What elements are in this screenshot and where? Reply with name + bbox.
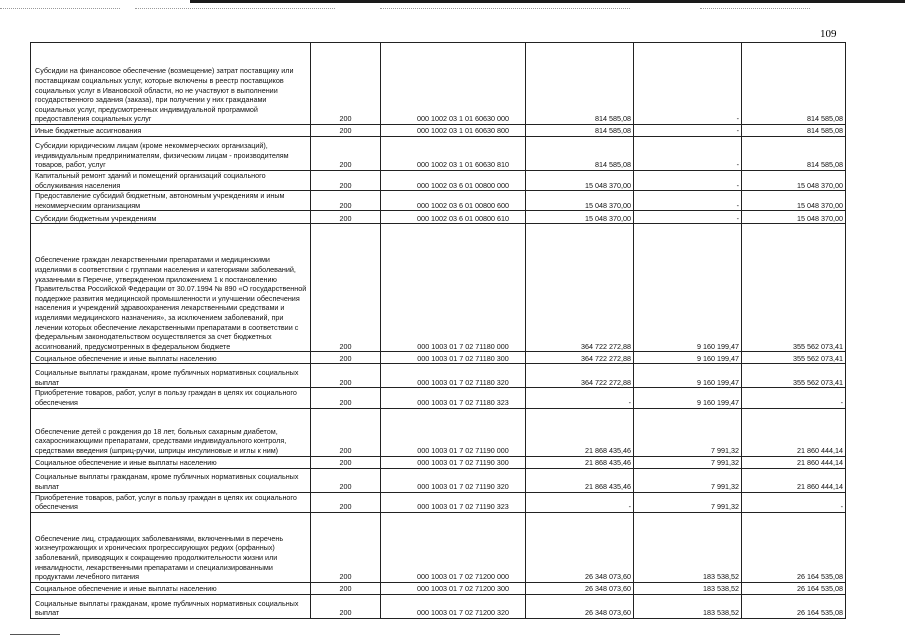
row-kbk: 000 1003 01 7 02 71180 320: [381, 364, 526, 388]
row-rest: 355 562 073,41: [742, 352, 846, 364]
scan-noise: [0, 8, 120, 10]
scan-noise: [380, 8, 630, 10]
row-code: 200: [311, 137, 381, 171]
row-rest: 26 164 535,08: [742, 512, 846, 582]
row-kbk: 000 1003 01 7 02 71200 000: [381, 512, 526, 582]
row-plan: 364 722 272,88: [526, 352, 634, 364]
row-plan: 21 868 435,46: [526, 468, 634, 492]
row-exec: 7 991,32: [634, 456, 742, 468]
row-plan: 814 585,08: [526, 43, 634, 125]
row-kbk: 000 1003 01 7 02 71190 300: [381, 456, 526, 468]
row-code: 200: [311, 364, 381, 388]
table-row: [31, 492, 846, 512]
row-code: 200: [311, 43, 381, 125]
row-exec: -: [634, 137, 742, 171]
row-kbk: 000 1003 01 7 02 71180 300: [381, 352, 526, 364]
table-row: [31, 364, 846, 388]
row-name: Субсидии бюджетным учреждениям: [31, 211, 311, 224]
row-exec: 9 160 199,47: [634, 224, 742, 352]
table-row: [31, 512, 846, 582]
table-row: [31, 171, 846, 191]
table-row: [31, 594, 846, 618]
row-exec: 183 538,52: [634, 512, 742, 582]
row-plan: 364 722 272,88: [526, 224, 634, 352]
row-exec: -: [634, 191, 742, 211]
row-exec: -: [634, 125, 742, 137]
row-exec: -: [634, 43, 742, 125]
row-name: Субсидии юридическим лицам (кроме некоммерческих организаций), индивидуальным предпринимателям, физическим лицам - производителям товаров, работ, услуг: [31, 137, 311, 171]
row-code: 200: [311, 171, 381, 191]
row-exec: 7 991,32: [634, 408, 742, 456]
row-code: 200: [311, 408, 381, 456]
table-row: [31, 224, 846, 352]
row-plan: 21 868 435,46: [526, 456, 634, 468]
table-row: [31, 211, 846, 224]
table-row: [31, 582, 846, 594]
row-code: 200: [311, 492, 381, 512]
row-name: Капитальный ремонт зданий и помещений организаций социального обслуживания населения: [31, 171, 311, 191]
row-code: 200: [311, 352, 381, 364]
budget-execution-table: [30, 42, 846, 619]
row-name: Социальные выплаты гражданам, кроме публичных нормативных социальных выплат: [31, 468, 311, 492]
table-row: [31, 388, 846, 408]
row-kbk: 000 1002 03 6 01 00800 610: [381, 211, 526, 224]
row-rest: 814 585,08: [742, 125, 846, 137]
row-plan: 21 868 435,46: [526, 408, 634, 456]
row-code: 200: [311, 468, 381, 492]
scan-noise: [135, 8, 335, 10]
row-rest: 21 860 444,14: [742, 408, 846, 456]
row-code: 200: [311, 211, 381, 224]
row-kbk: 000 1003 01 7 02 71190 000: [381, 408, 526, 456]
row-exec: 9 160 199,47: [634, 364, 742, 388]
row-name: Социальное обеспечение и иные выплаты населению: [31, 352, 311, 364]
row-code: 200: [311, 125, 381, 137]
row-name: Приобретение товаров, работ, услуг в пользу граждан в целях их социального обеспечения: [31, 388, 311, 408]
row-name: Приобретение товаров, работ, услуг в пользу граждан в целях их социального обеспечения: [31, 492, 311, 512]
scan-top-edge: [0, 0, 905, 3]
row-code: 200: [311, 456, 381, 468]
row-plan: 26 348 073,60: [526, 512, 634, 582]
row-exec: 183 538,52: [634, 594, 742, 618]
table-body: [31, 43, 846, 619]
table-row: [31, 137, 846, 171]
scan-bottom-mark: [10, 634, 60, 635]
row-plan: 364 722 272,88: [526, 364, 634, 388]
row-plan: 15 048 370,00: [526, 211, 634, 224]
row-kbk: 000 1002 03 6 01 00800 000: [381, 171, 526, 191]
row-kbk: 000 1003 01 7 02 71190 323: [381, 492, 526, 512]
row-kbk: 000 1002 03 6 01 00800 600: [381, 191, 526, 211]
row-exec: -: [634, 171, 742, 191]
row-plan: -: [526, 492, 634, 512]
row-name: Обеспечение лиц, страдающих заболеваниями, включенными в перечень жизнеугрожающих и хронических прогрессирующих редких (орфанных) заболеваний, приводящих к сокращению продолжительности жизни или инвалидности, лекарственными препаратами и специализированными продуктами лечебного питания: [31, 512, 311, 582]
row-rest: 21 860 444,14: [742, 456, 846, 468]
row-name: Социальное обеспечение и иные выплаты населению: [31, 582, 311, 594]
row-exec: -: [634, 211, 742, 224]
row-name: Социальные выплаты гражданам, кроме публичных нормативных социальных выплат: [31, 594, 311, 618]
row-kbk: 000 1003 01 7 02 71200 320: [381, 594, 526, 618]
table-row: [31, 43, 846, 125]
row-name: Иные бюджетные ассигнования: [31, 125, 311, 137]
row-rest: -: [742, 388, 846, 408]
page-number: 109: [820, 28, 837, 40]
row-plan: 15 048 370,00: [526, 171, 634, 191]
scan-dark-band: [190, 0, 905, 3]
row-rest: 814 585,08: [742, 43, 846, 125]
row-kbk: 000 1003 01 7 02 71190 320: [381, 468, 526, 492]
row-name: Социальное обеспечение и иные выплаты населению: [31, 456, 311, 468]
table-row: [31, 456, 846, 468]
row-rest: 15 048 370,00: [742, 191, 846, 211]
row-code: 200: [311, 191, 381, 211]
table-row: [31, 408, 846, 456]
row-exec: 9 160 199,47: [634, 352, 742, 364]
row-exec: 9 160 199,47: [634, 388, 742, 408]
row-plan: 814 585,08: [526, 137, 634, 171]
row-kbk: 000 1003 01 7 02 71180 000: [381, 224, 526, 352]
scan-noise: [700, 8, 810, 10]
row-kbk: 000 1002 03 1 01 60630 810: [381, 137, 526, 171]
row-plan: 814 585,08: [526, 125, 634, 137]
table-row: [31, 191, 846, 211]
row-plan: -: [526, 388, 634, 408]
row-rest: 355 562 073,41: [742, 364, 846, 388]
row-rest: 355 562 073,41: [742, 224, 846, 352]
row-plan: 26 348 073,60: [526, 594, 634, 618]
row-name: Социальные выплаты гражданам, кроме публичных нормативных социальных выплат: [31, 364, 311, 388]
row-exec: 7 991,32: [634, 468, 742, 492]
row-code: 200: [311, 388, 381, 408]
row-kbk: 000 1002 03 1 01 60630 000: [381, 43, 526, 125]
row-name: Предоставление субсидий бюджетным, автономным учреждениям и иным некоммерческим организациям: [31, 191, 311, 211]
row-exec: 183 538,52: [634, 582, 742, 594]
table-row: [31, 125, 846, 137]
table-row: [31, 352, 846, 364]
row-rest: 21 860 444,14: [742, 468, 846, 492]
row-code: 200: [311, 224, 381, 352]
row-rest: 15 048 370,00: [742, 171, 846, 191]
row-exec: 7 991,32: [634, 492, 742, 512]
row-rest: 814 585,08: [742, 137, 846, 171]
table-row: [31, 468, 846, 492]
row-rest: -: [742, 492, 846, 512]
row-rest: 15 048 370,00: [742, 211, 846, 224]
row-name: Субсидии на финансовое обеспечение (возмещение) затрат поставщику или поставщикам социальных услуг, которые включены в реестр поставщиков социальных услуг в Ивановской области, но не участвуют в выполнении государственного задания (заказа), при получении у них гражданами социальных услуг, предусмотренных индивидуальной программой предоставления социальных услуг: [31, 43, 311, 125]
row-name: Обеспечение граждан лекарственными препаратами и медицинскими изделиями в соответствии с группами населения и категориями заболеваний, указанными в Перечне, утвержденном приложением 1 к постановлению Правительства Российской Федерации от 30.07.1994 № 890 «О государственной поддержке развития медицинской промышленности и улучшении обеспечения населения и учреждений здравоохранения лекарственными средствами и изделиями медицинского назначения», за исключением заболеваний, при лечении которых обеспечение лекарственными препаратами в соответствии с федеральным законодательством осуществляется за счет бюджетных ассигнований, предусмотренных в федеральном бюджете: [31, 224, 311, 352]
row-code: 200: [311, 594, 381, 618]
row-code: 200: [311, 512, 381, 582]
row-rest: 26 164 535,08: [742, 594, 846, 618]
row-plan: 15 048 370,00: [526, 191, 634, 211]
row-rest: 26 164 535,08: [742, 582, 846, 594]
row-code: 200: [311, 582, 381, 594]
row-name: Обеспечение детей с рождения до 18 лет, больных сахарным диабетом, сахароснижающими препаратами, средствами индивидуального контроля, средствами введения (шприц-ручки, шприцы инсулиновые и иглы к ним): [31, 408, 311, 456]
row-plan: 26 348 073,60: [526, 582, 634, 594]
row-kbk: 000 1003 01 7 02 71200 300: [381, 582, 526, 594]
budget-execution-table-sheet: [30, 42, 845, 619]
row-kbk: 000 1003 01 7 02 71180 323: [381, 388, 526, 408]
row-kbk: 000 1002 03 1 01 60630 800: [381, 125, 526, 137]
